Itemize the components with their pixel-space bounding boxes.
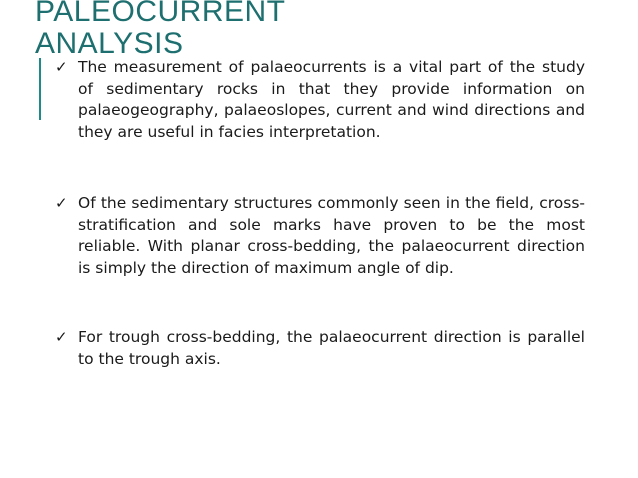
bullet-text: The measurement of palaeocurrents is a vital part of the study of sedimentary rocks in that they provide information on palaeogeography, palaeoslopes, current and wind directions and they are useful in facies interpretation.: [78, 58, 585, 141]
bullet-text: For trough cross-bedding, the palaeocurrent direction is parallel to the trough axis.: [78, 328, 585, 368]
check-icon: ✓: [55, 58, 68, 76]
bullet-item: [55, 193, 585, 279]
bullet-item: [55, 57, 585, 143]
bullet-item: [55, 327, 585, 370]
slide-title-line-2: ANALYSIS: [35, 27, 184, 60]
slide-title: [35, 0, 285, 60]
check-icon: ✓: [55, 194, 68, 212]
bullet-list: [55, 57, 585, 370]
bullet-text: Of the sedimentary structures commonly seen in the field, cross-stratification and sole marks have proven to be the most reliable. With planar cross-bedding, the palaeocurrent direction is simply the direction of maximum angle of dip.: [78, 194, 585, 277]
check-icon: ✓: [55, 328, 68, 346]
title-accent-bar: [39, 58, 41, 120]
slide-title-line-1: PALEOCURRENT: [35, 0, 286, 28]
